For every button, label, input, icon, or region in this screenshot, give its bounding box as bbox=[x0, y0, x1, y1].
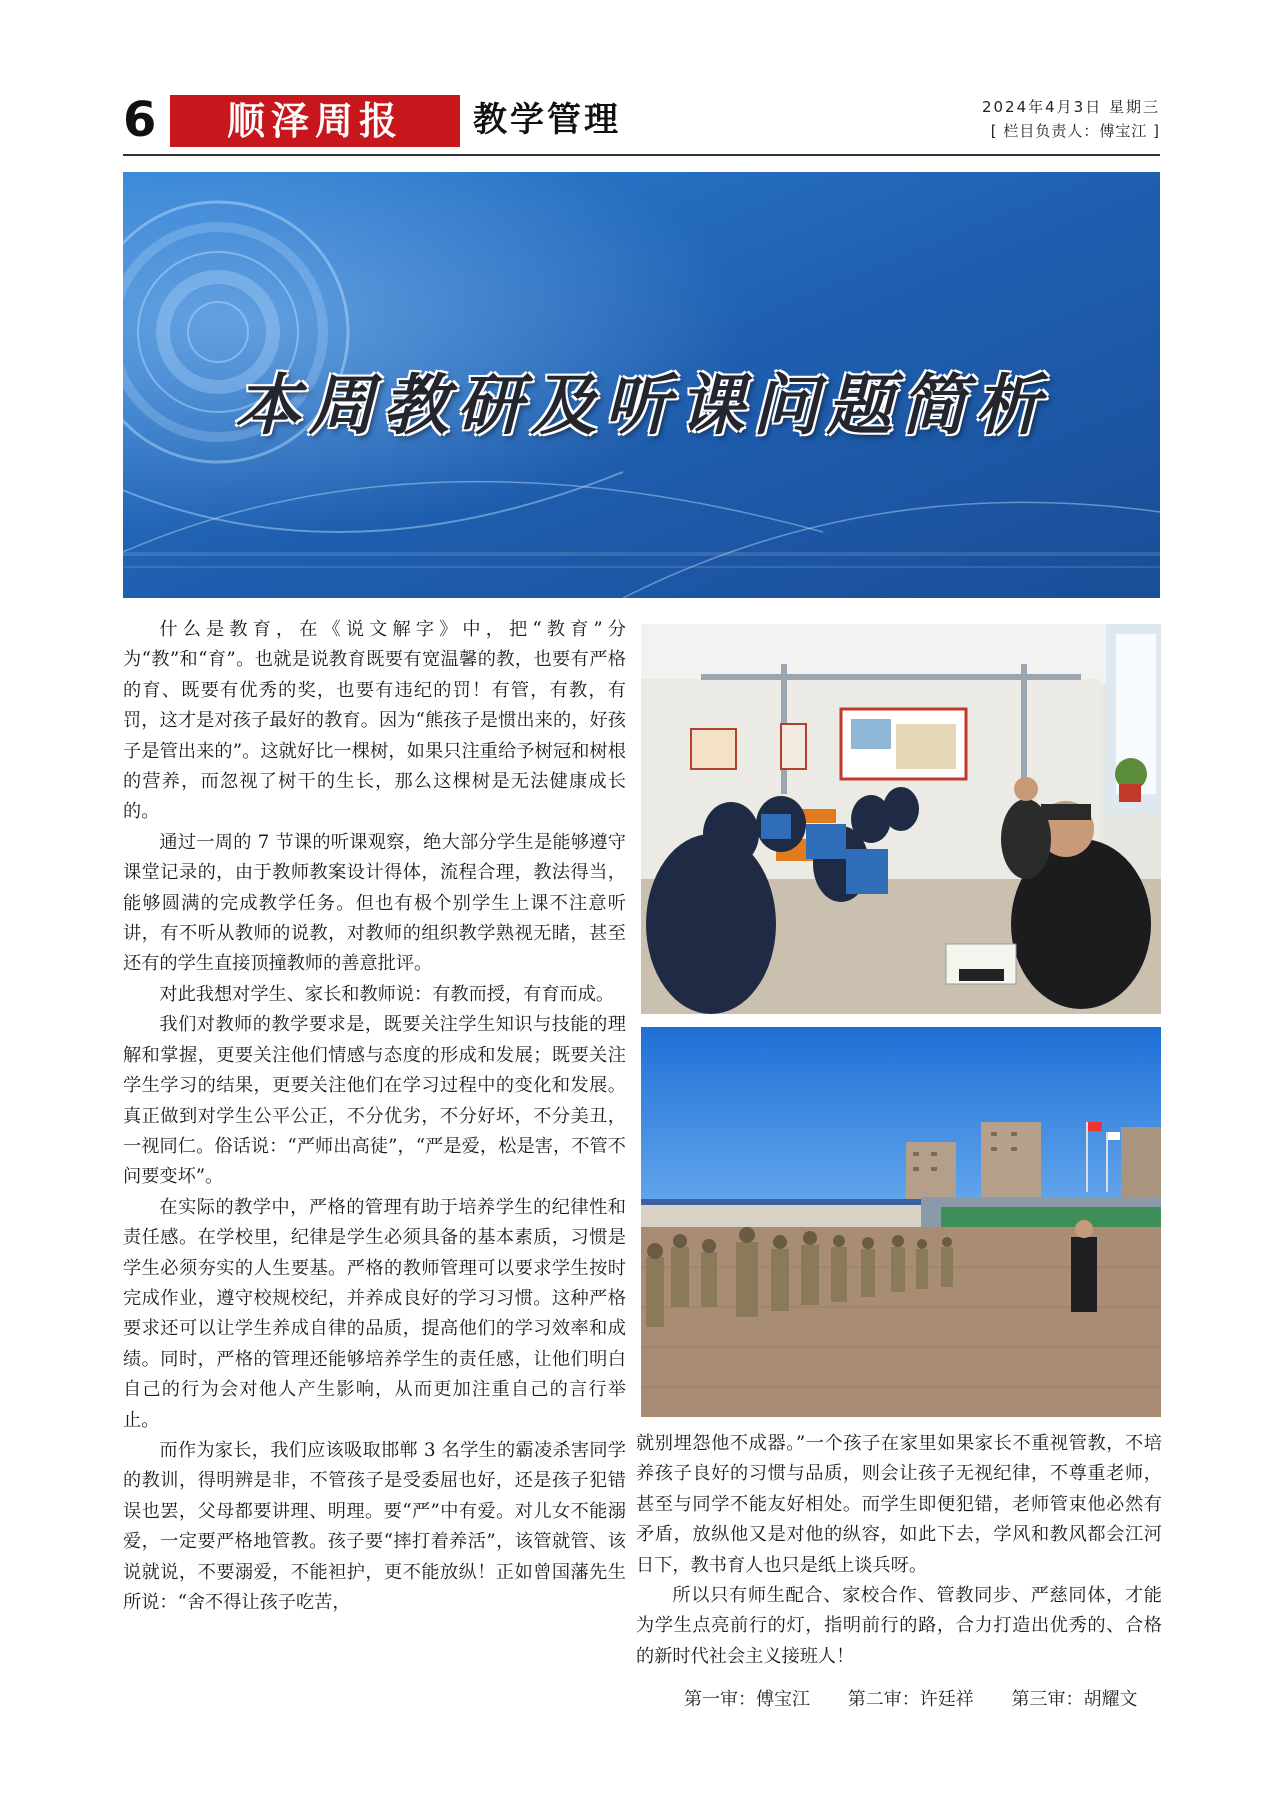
paragraph: 而作为家长，我们应该吸取邯郸 3 名学生的霸凌杀害同学的教训，得明辨是非，不管孩子是受委屈也好，还是孩子犯错误也罢，父母都要讲理、明理。要“严”中有爱。对儿女不能溺爱，一定要严格地管教。孩子要“摔打着养活”，该管就管、该说就说，不要溺爱，不能袒护，更不能放纵！正如曾国藩先生所说：“舍不得让孩子吃苦， bbox=[123, 1439, 626, 1613]
second-reviewer: 第二审：许廷祥 bbox=[847, 1689, 974, 1710]
issue-date: 2024年4月3日 星期三 bbox=[981, 98, 1160, 116]
first-reviewer: 第一审：傅宝江 bbox=[684, 1689, 810, 1710]
article-right-column bbox=[636, 1429, 1162, 1672]
title-banner bbox=[123, 172, 1160, 598]
section-title: 教学管理 bbox=[473, 100, 621, 140]
paragraph: 什么是教育，在《说文解字》中，把“教育”分为“教”和“育”。也就是说教育既要有宽温馨的教，也要有严格的育、既要有优秀的奖，也要有违纪的罚！有管，有教，有罚，这才是对孩子最好的教育。因为“熊孩子是惯出来的，好孩子是管出来的”。这就好比一棵树，如果只注重给予树冠和树根的营养，而忽视了树干的生长，那么这棵树是无法健康成长的。 bbox=[123, 619, 626, 823]
paragraph: 对此我想对学生、家长和教师说：有教而授，有育而成。 bbox=[159, 983, 615, 1005]
paragraph: 就别埋怨他不成器。”一个孩子在家里如果家长不重视管教，不培养孩子良好的习惯与品质，则会让孩子无视纪律，不尊重老师，甚至与同学不能友好相处。而学生即便犯错，老师管束他必然有矛盾，放纵他又是对他的纵容，如此下去，学风和教风都会江河日下，教书育人也只是纸上谈兵呀。 bbox=[636, 1433, 1162, 1576]
article-left-column bbox=[123, 615, 626, 1618]
newspaper-logo bbox=[170, 95, 460, 147]
svg-text:顺泽周报: 顺泽周报 bbox=[226, 98, 404, 143]
column-editor: [ 栏目负责人：傅宝江 ] bbox=[990, 122, 1160, 140]
page-header bbox=[123, 92, 1160, 154]
banner-title: 本周教研及听课问题简析 bbox=[234, 365, 1049, 444]
paragraph: 在实际的教学中，严格的管理有助于培养学生的纪律性和责任感。在学校里，纪律是学生必须具备的基本素质，习惯是学生必须夯实的人生要基。严格的教师管理可以要求学生按时完成作业，遵守校规校纪，并养成良好的学习习惯。这种严格要求还可以让学生养成自律的品质，提高他们的学习效率和成绩。同时，严格的管理还能够培养学生的责任感，让他们明白自己的行为会对他人产生影响，从而更加注重自己的言行举止。 bbox=[123, 1196, 626, 1431]
third-reviewer: 第三审：胡耀文 bbox=[1011, 1689, 1138, 1710]
header-divider bbox=[123, 154, 1160, 156]
reviewer-credits bbox=[684, 1687, 1137, 1713]
paragraph: 通过一周的 7 节课的听课观察，绝大部分学生是能够遵守课堂记录的，由于教师教案设计得体，流程合理，教法得当，能够圆满的完成教学任务。但也有极个别学生上课不注意听讲，有不听从教师的说教，对教师的组织教学熟视无睹，甚至还有的学生直接顶撞教师的善意批评。 bbox=[123, 831, 626, 975]
classroom-photo bbox=[641, 624, 1161, 1014]
paragraph: 所以只有师生配合、家校合作、管教同步、严慈同体，才能为学生点亮前行的灯，指明前行的路，合力打造出优秀的、合格的新时代社会主义接班人！ bbox=[636, 1585, 1162, 1667]
paragraph: 我们对教师的教学要求是，既要关注学生知识与技能的理解和掌握，更要关注他们情感与态度的形成和发展；既要关注学生学习的结果，更要关注他们在学习过程中的变化和发展。真正做到对学生公平公正，不分优劣，不分好坏，不分美丑，一视同仁。俗话说：“严师出高徒”，“严是爱，松是害，不管不问要变坏”。 bbox=[123, 1014, 626, 1188]
page-number: 6 bbox=[123, 92, 157, 148]
outdoor-training-photo bbox=[641, 1027, 1161, 1417]
